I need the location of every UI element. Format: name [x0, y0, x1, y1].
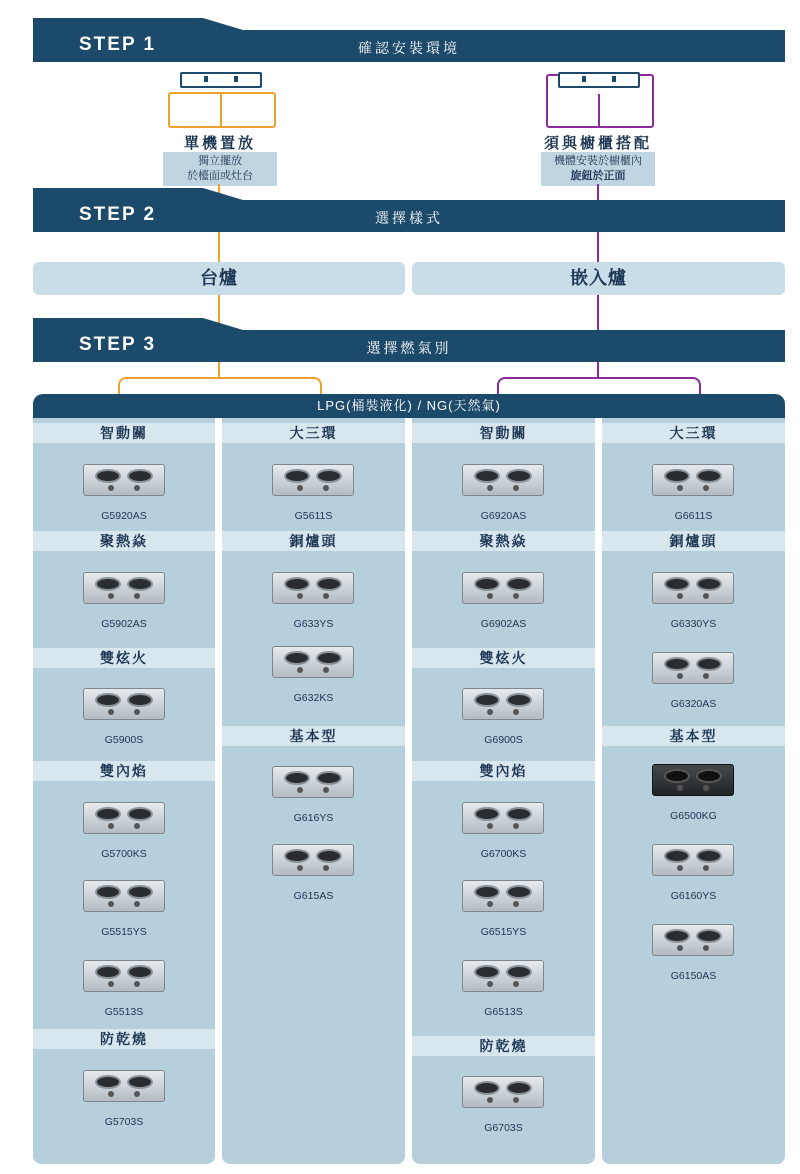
model-number: G5920AS — [101, 510, 147, 522]
model-number: G633YS — [293, 618, 334, 630]
product-item[interactable] — [33, 786, 215, 860]
install-builtin-title: 須與櫥櫃搭配 — [543, 135, 652, 152]
style-builtin-button[interactable]: 嵌入爐 — [412, 262, 785, 295]
product-column — [222, 418, 405, 1164]
product-item[interactable] — [33, 1054, 215, 1128]
category-header: 大三環 — [602, 423, 785, 443]
model-number: G6703S — [484, 1122, 523, 1134]
model-number: G5703S — [104, 1116, 144, 1128]
product-item[interactable] — [602, 448, 785, 522]
model-number: G6500KG — [670, 810, 717, 822]
model-number: G5700KS — [101, 848, 147, 860]
model-number: G5515YS — [101, 926, 147, 938]
stove-image — [652, 764, 734, 796]
product-item[interactable] — [33, 448, 215, 522]
product-item[interactable] — [602, 636, 785, 710]
category-header: 大三環 — [222, 423, 405, 443]
product-column — [602, 418, 785, 1164]
model-number: G6920AS — [480, 510, 527, 522]
product-item[interactable] — [222, 630, 405, 704]
stove-image — [652, 844, 734, 876]
product-item[interactable] — [412, 786, 595, 860]
stove-image — [462, 688, 544, 720]
step1-title: 確認安裝環境 — [358, 40, 460, 56]
connector-line — [597, 295, 599, 330]
model-number: G5513S — [104, 1006, 144, 1018]
category-header: 聚熱焱 — [412, 531, 595, 551]
product-item[interactable] — [412, 672, 595, 746]
step3-label: STEP 3 — [79, 334, 157, 355]
connector-line — [597, 232, 599, 262]
stove-image — [83, 880, 165, 912]
product-item[interactable] — [602, 748, 785, 822]
product-item[interactable] — [222, 828, 405, 902]
connector-line — [597, 184, 599, 200]
branch-countertop — [118, 377, 322, 395]
fuel-type-header: LPG(桶裝液化) / NG(天然氣) — [33, 394, 785, 418]
style-countertop-button[interactable]: 台爐 — [33, 262, 405, 295]
model-number: G6902AS — [480, 618, 527, 630]
model-number: G632KS — [293, 692, 334, 704]
step3-title: 選擇燃氣別 — [366, 340, 452, 356]
category-header: 防乾燒 — [33, 1029, 215, 1049]
stove-image — [272, 572, 354, 604]
stove-image — [83, 688, 165, 720]
product-item[interactable] — [222, 448, 405, 522]
product-column — [412, 418, 595, 1164]
product-item[interactable] — [602, 908, 785, 982]
builtin-top-icon — [558, 72, 640, 88]
product-item[interactable] — [412, 864, 595, 938]
stove-image — [652, 572, 734, 604]
stove-image — [462, 464, 544, 496]
info-line: 機體安裝於櫥櫃內 — [554, 155, 642, 167]
step2-label: STEP 2 — [79, 204, 157, 225]
connector-line — [597, 362, 599, 378]
connector-line — [218, 362, 220, 378]
model-number: G6513S — [484, 1006, 523, 1018]
product-item[interactable] — [412, 1060, 595, 1134]
stove-image — [83, 464, 165, 496]
install-freestanding-info — [163, 152, 277, 186]
connector-line — [218, 232, 220, 262]
stove-image — [83, 802, 165, 834]
install-builtin-info — [541, 152, 655, 186]
stove-image — [462, 1076, 544, 1108]
info-line: 於檯面或灶台 — [187, 170, 253, 182]
product-item[interactable] — [602, 828, 785, 902]
product-item[interactable] — [222, 556, 405, 630]
model-number: G6160YS — [670, 890, 717, 902]
stove-image — [272, 646, 354, 678]
model-number: G6330YS — [670, 618, 717, 630]
category-header: 智動關 — [412, 423, 595, 443]
category-header: 銅爐頭 — [222, 531, 405, 551]
stove-image — [462, 880, 544, 912]
product-item[interactable] — [412, 944, 595, 1018]
step3-bar — [33, 330, 785, 362]
stove-image — [272, 464, 354, 496]
category-header: 雙內焰 — [412, 761, 595, 781]
freestanding-top-icon — [180, 72, 262, 88]
step3-notch — [33, 318, 243, 330]
info-line: 獨立擺放 — [198, 155, 242, 167]
model-number: G5902AS — [101, 618, 147, 630]
stove-image — [83, 572, 165, 604]
category-header: 聚熱焱 — [33, 531, 215, 551]
stove-image — [83, 960, 165, 992]
category-header: 雙內焰 — [33, 761, 215, 781]
install-freestanding-title: 單機置放 — [183, 135, 256, 152]
product-item[interactable] — [412, 448, 595, 522]
model-number: G6150AS — [670, 970, 717, 982]
category-header: 基本型 — [602, 726, 785, 746]
model-number: G6515YS — [480, 926, 527, 938]
model-number: G615AS — [293, 890, 334, 902]
category-header: 雙炫火 — [33, 648, 215, 668]
stove-image — [652, 924, 734, 956]
model-number: G6700KS — [480, 848, 527, 860]
stove-image — [272, 844, 354, 876]
model-number: G6900S — [484, 734, 523, 746]
info-line: 旋鈕於正面 — [570, 170, 626, 182]
product-item[interactable] — [33, 864, 215, 938]
stove-image — [462, 572, 544, 604]
stove-image — [652, 652, 734, 684]
stove-image — [83, 1070, 165, 1102]
product-item[interactable] — [33, 556, 215, 630]
product-item[interactable] — [33, 672, 215, 746]
stove-image — [272, 766, 354, 798]
model-number: G616YS — [293, 812, 334, 824]
step2-title: 選擇樣式 — [375, 210, 443, 226]
product-item[interactable] — [33, 944, 215, 1018]
step1-bar — [33, 30, 785, 62]
category-header: 智動關 — [33, 423, 215, 443]
freestanding-stove-icon — [168, 92, 276, 128]
category-header: 銅爐頭 — [602, 531, 785, 551]
step1-label: STEP 1 — [79, 34, 157, 55]
category-header: 基本型 — [222, 726, 405, 746]
product-column — [33, 418, 215, 1164]
category-header: 防乾燒 — [412, 1036, 595, 1056]
stove-image — [462, 802, 544, 834]
step2-notch — [33, 188, 243, 200]
model-number: G6320AS — [670, 698, 717, 710]
model-number: G6611S — [674, 510, 713, 522]
product-item[interactable] — [602, 556, 785, 630]
stove-image — [652, 464, 734, 496]
product-item[interactable] — [412, 556, 595, 630]
stove-image — [462, 960, 544, 992]
step2-bar — [33, 200, 785, 232]
branch-builtin — [497, 377, 701, 395]
model-number: G5611S — [294, 510, 333, 522]
model-number: G5900S — [104, 734, 144, 746]
step1-notch — [33, 18, 243, 30]
category-header: 雙炫火 — [412, 648, 595, 668]
product-item[interactable] — [222, 750, 405, 824]
